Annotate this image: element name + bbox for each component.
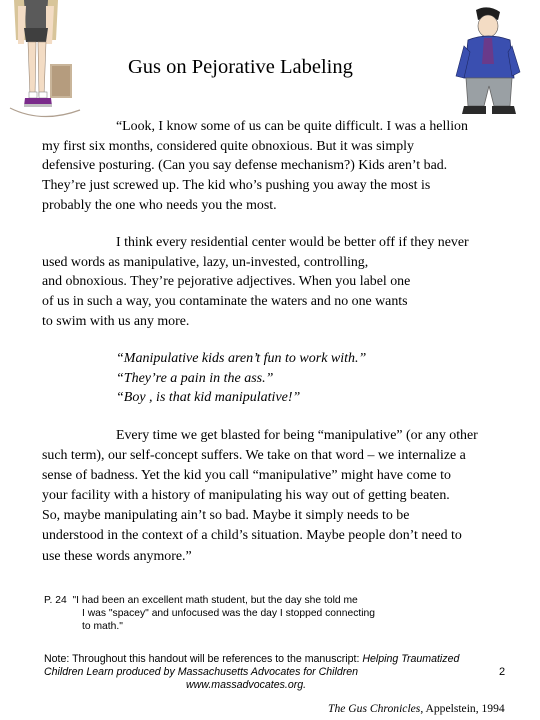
page-number: 2 — [499, 666, 506, 678]
paragraph-line: of us in such a way, you contaminate the waters and no one wants — [42, 294, 408, 310]
quote-line: “Manipulative kids aren’t fun to work with.” — [116, 351, 367, 366]
paragraph-line: understood in the context of a child’s situation. Maybe people don’t need to — [42, 527, 462, 543]
quote-line: “Boy , is that kid manipulative!” — [116, 390, 301, 405]
paragraph-line: used words as manipulative, lazy, un-invested, controlling, — [42, 254, 369, 270]
paragraph-line: They’re just screwed up. The kid who’s pushing you away the most is — [42, 178, 431, 194]
paragraph-1 — [42, 117, 536, 216]
note-url: www.massadvocates.org. — [186, 678, 307, 691]
paragraph-line: to swim with us any more. — [42, 313, 190, 329]
page-reference-label: P. 24 — [44, 595, 67, 606]
paragraph-2 — [42, 233, 536, 332]
footer-title: The Gus Chronicles — [328, 702, 421, 715]
note-prefix: Note: Throughout this handout will be references to the manuscript: — [44, 653, 363, 665]
page-24-quote-line: "I had been an excellent math student, but the day she told me — [72, 595, 358, 606]
paragraph-line: and obnoxious. They’re pejorative adjectives. When you label one — [42, 274, 411, 290]
footer-citation — [328, 702, 505, 715]
paragraph-line: your facility with a history of manipulating his way out of getting beaten. — [42, 487, 450, 503]
manuscript-title: Children Learn — [44, 665, 114, 678]
page-title: Gus on Pejorative Labeling — [128, 56, 353, 78]
page-24-quote-line: to math." — [82, 620, 123, 632]
paragraph-line: such term), our self-concept suffers. We take on that word – we internalize a — [42, 447, 466, 463]
note-suffix: produced by Massachusetts Advocates for Children — [113, 665, 359, 678]
paragraph-line: use these words anymore.” — [42, 549, 192, 565]
sitting-girl-illustration — [0, 0, 84, 122]
paragraph-line: my first six months, considered quite obnoxious. But it was simply — [42, 138, 414, 154]
paragraph-line: So, maybe manipulating ain’t so bad. Maybe it simply needs to be — [42, 507, 410, 523]
footer-rest: , Appelstein, 1994 — [420, 702, 505, 715]
boy-in-jacket-illustration — [454, 6, 524, 118]
paragraph-line: Every time we get blasted for being “manipulative” (or any other — [116, 428, 478, 443]
quote-list — [116, 349, 366, 408]
page-24-quote-line: I was "spacey" and unfocused was the day I stopped connecting — [82, 607, 375, 619]
paragraph-3 — [42, 426, 536, 567]
quote-line: “They’re a pain in the ass.” — [116, 370, 274, 386]
reference-note — [44, 653, 459, 691]
paragraph-line: defensive posturing. (Can you say defense mechanism?) Kids aren’t bad. — [42, 158, 448, 174]
paragraph-line: I think every residential center would be better off if they never — [116, 235, 469, 250]
paragraph-line: sense of badness. Yet the kid you call “manipulative” might have come to — [42, 467, 451, 483]
paragraph-line: “Look, I know some of us can be quite difficult. I was a hellion — [116, 119, 468, 134]
manuscript-title: Helping Traumatized — [362, 653, 460, 665]
paragraph-line: probably the one who needs you the most. — [42, 197, 277, 213]
page-24-quote — [44, 595, 375, 633]
